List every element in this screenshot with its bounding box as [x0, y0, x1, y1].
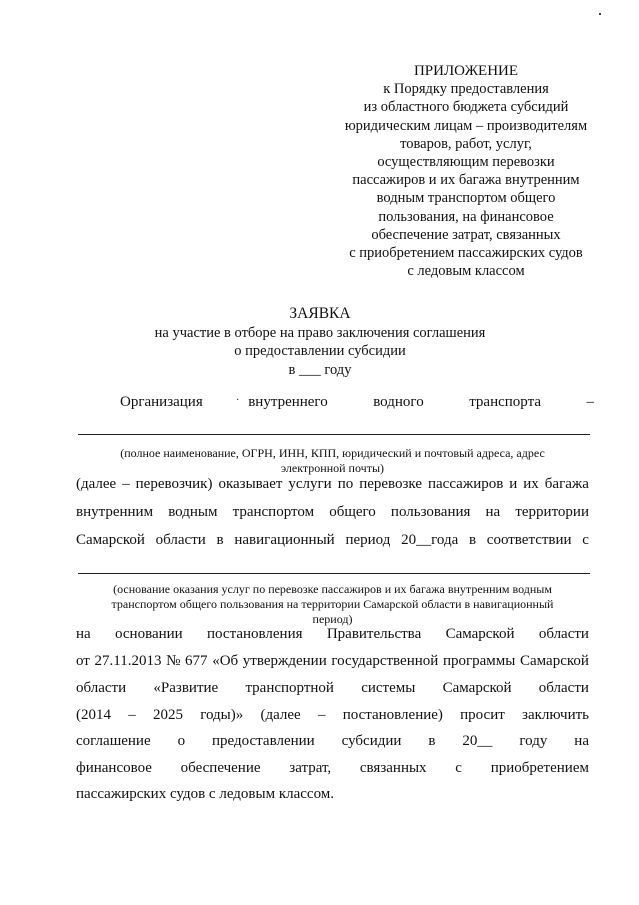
word: внутреннего	[248, 394, 328, 410]
word: общего	[329, 504, 376, 520]
word: –	[128, 707, 136, 723]
appendix-header	[330, 62, 602, 280]
word: –	[586, 394, 594, 410]
caption-service-basis	[76, 582, 589, 627]
word: 677	[185, 653, 208, 669]
caption-line: транспортом общего пользования на территории Самарской области в навигационный	[111, 597, 554, 611]
word: соглашение	[76, 733, 151, 749]
word: области	[76, 680, 127, 696]
word: связанных	[359, 760, 427, 776]
appendix-line: юридическим лицам – производителям	[344, 117, 588, 134]
word: Самарской	[445, 626, 515, 642]
word: (2014	[76, 707, 111, 723]
appendix-line: с приобретением пассажирских судов	[349, 245, 583, 262]
word: о	[177, 733, 186, 749]
fill-in-line	[78, 434, 590, 435]
appendix-line: обеспечение затрат, связанных	[371, 226, 561, 243]
application-title	[100, 305, 540, 379]
body-line	[76, 707, 589, 724]
body-line	[76, 653, 589, 670]
word: водным	[168, 504, 218, 520]
word: области	[538, 626, 589, 642]
word: субсидии	[341, 733, 402, 749]
word: «Развитие	[153, 680, 219, 696]
word: в	[468, 532, 477, 548]
word: период	[345, 532, 391, 548]
title-subtitle: на участие в отборе на право заключения соглашения	[154, 324, 486, 341]
word: 27.11.2013	[94, 653, 162, 669]
org-line	[120, 394, 594, 411]
word: транспортом	[232, 504, 315, 520]
word: (далее	[260, 707, 301, 723]
word: просит	[460, 707, 505, 723]
word: навигационный	[234, 532, 335, 548]
word: –	[122, 476, 130, 492]
caption-line: период)	[312, 612, 353, 626]
word: от	[76, 653, 90, 669]
word: на	[76, 626, 91, 642]
word: «Об	[212, 653, 239, 669]
word: водного	[373, 394, 424, 410]
word: их	[523, 476, 539, 492]
word: пассажиров	[427, 476, 504, 492]
word: области	[155, 532, 206, 548]
body-line	[76, 504, 589, 521]
word: пользования	[390, 504, 471, 520]
word: предоставлении	[212, 733, 315, 749]
word: и	[509, 476, 518, 492]
title-subtitle: о предоставлении субсидии	[234, 343, 406, 359]
word: транспортной	[245, 680, 334, 696]
appendix-line: к Порядку предоставления	[383, 81, 549, 98]
word: постановления	[207, 626, 303, 642]
word: обеспечение	[180, 760, 261, 776]
word: заключить	[522, 707, 589, 723]
body-line	[76, 680, 589, 697]
word: на	[574, 733, 589, 749]
appendix-line: пользования, на финансовое	[378, 208, 554, 225]
word: 20__года	[401, 532, 459, 548]
word: в	[428, 733, 436, 749]
word: перевозке	[359, 476, 423, 492]
word: с	[582, 532, 589, 548]
word: приобретением	[490, 760, 589, 776]
title-main: ЗАЯВКА	[289, 305, 351, 322]
word: затрат,	[289, 760, 332, 776]
word: территории	[515, 504, 589, 520]
word: с	[455, 760, 462, 776]
word: (далее	[76, 476, 117, 492]
body-line-last: пассажирских судов с ледовым классом.	[76, 786, 335, 802]
caption-line: (основание оказания услуг по перевозке пассажиров и их багажа внутренним водным	[113, 582, 552, 596]
word: по	[337, 476, 354, 492]
word: программы	[442, 653, 516, 669]
word: 20__	[462, 733, 493, 749]
word: Самарской	[519, 653, 589, 669]
body-line	[76, 476, 589, 493]
appendix-line: осуществляющим перевозки	[377, 154, 555, 171]
appendix-line: из областного бюджета субсидий	[363, 99, 569, 116]
word: соответствии	[486, 532, 572, 548]
word: государственной	[331, 653, 439, 669]
word: №	[166, 653, 181, 669]
fill-in-line	[78, 573, 590, 574]
stray-mark: ·	[236, 395, 240, 406]
word: багажа	[544, 476, 589, 492]
word: основании	[115, 626, 183, 642]
caption-org-details	[76, 446, 589, 476]
word: перевозчик)	[135, 476, 213, 492]
appendix-line: водным транспортом общего	[376, 190, 556, 207]
word: финансовое	[76, 760, 152, 776]
body-line	[76, 626, 589, 643]
word: в	[216, 532, 224, 548]
caption-line: электронной почты)	[280, 461, 385, 475]
appendix-line: товаров, работ, услуг,	[400, 135, 532, 152]
appendix-heading: ПРИЛОЖЕНИЕ	[413, 63, 519, 79]
scan-mark	[599, 13, 601, 15]
word: годы)»	[200, 707, 244, 723]
word: системы	[361, 680, 416, 696]
word: области	[538, 680, 589, 696]
body-line	[76, 532, 589, 549]
body-line	[76, 760, 589, 777]
appendix-line: пассажиров и их багажа внутренним	[352, 172, 580, 189]
body-line	[76, 733, 589, 750]
word: Самарской	[442, 680, 512, 696]
word: 2025	[152, 707, 183, 723]
title-year: в ___ году	[288, 361, 352, 378]
word: оказывает	[218, 476, 283, 492]
word: –	[317, 707, 326, 723]
caption-line: (полное наименование, ОГРН, ИНН, КПП, юридический и почтовый адреса, адрес	[120, 446, 545, 460]
word: Правительства	[326, 626, 422, 642]
appendix-line: с ледовым классом	[407, 263, 525, 280]
word: утверждении	[242, 653, 327, 669]
word: транспорта	[469, 394, 541, 410]
word: Организация	[120, 394, 203, 410]
word: услуги	[288, 476, 332, 492]
word: Самарской	[76, 532, 145, 548]
word: году	[519, 733, 548, 749]
word: постановление)	[342, 707, 443, 723]
word: внутренним	[76, 504, 154, 520]
word: на	[485, 504, 501, 520]
